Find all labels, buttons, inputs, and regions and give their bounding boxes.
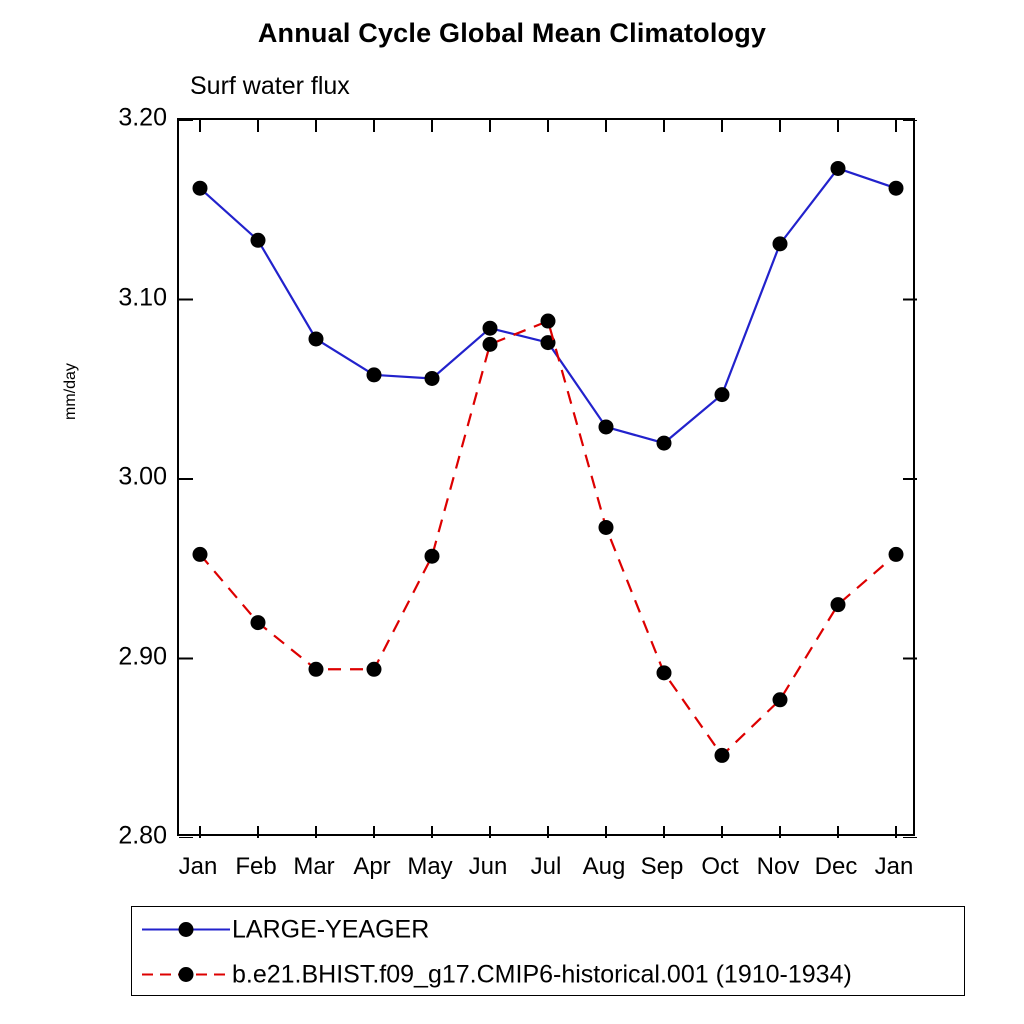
x-tick-label: Jan [874, 853, 914, 880]
plot-area [177, 118, 915, 836]
data-point [889, 547, 904, 562]
x-tick-label: Jul [530, 853, 562, 880]
data-point [599, 419, 614, 434]
y-tick-label: 3.20 [118, 103, 167, 132]
x-tick-label: Apr [353, 853, 391, 880]
data-point [773, 236, 788, 251]
data-point [483, 337, 498, 352]
y-axis-label: mm/day [62, 363, 79, 420]
data-point [483, 321, 498, 336]
series-line-0 [200, 168, 896, 443]
x-tick-label: Sep [640, 853, 684, 880]
x-tick-label: Jan [178, 853, 218, 880]
data-point [657, 436, 672, 451]
page-title: Annual Cycle Global Mean Climatology [257, 18, 767, 48]
legend-sample-line-1 [140, 952, 232, 997]
data-point [715, 387, 730, 402]
y-axis-tick-labels [55, 0, 167, 1024]
data-point [599, 520, 614, 535]
data-point [657, 665, 672, 680]
series-line-1 [200, 321, 896, 755]
y-tick-label: 3.00 [118, 462, 167, 491]
x-tick-label: Dec [814, 853, 858, 880]
chart-subtitle: Surf water flux [190, 72, 350, 100]
data-point [831, 161, 846, 176]
data-point [773, 692, 788, 707]
y-tick-label: 3.10 [118, 283, 167, 311]
x-tick-label: Feb [235, 853, 277, 880]
data-point [541, 314, 556, 329]
legend-label-0: LARGE-YEAGER [232, 915, 430, 943]
data-point [309, 331, 324, 346]
data-point [309, 662, 324, 677]
data-point [193, 547, 208, 562]
legend-sample-line-0 [140, 907, 232, 952]
data-point [715, 748, 730, 763]
legend [131, 906, 965, 996]
legend-label-1: b.e21.BHIST.f09_g17.CMIP6-historical.001 (1910-1934) [232, 960, 852, 988]
plot-canvas [179, 120, 917, 838]
y-tick-label: 2.90 [118, 642, 167, 670]
y-tick-label: 2.80 [118, 821, 167, 850]
x-tick-label: Oct [701, 853, 739, 880]
data-point [425, 371, 440, 386]
legend-entry-1 [132, 952, 964, 997]
data-point [251, 615, 266, 630]
x-tick-label: Aug [582, 853, 626, 880]
data-point [367, 367, 382, 382]
legend-entry-0 [132, 907, 964, 952]
data-point [193, 181, 208, 196]
x-tick-label: Mar [293, 853, 335, 880]
x-tick-label: Jun [468, 853, 508, 880]
data-point [251, 233, 266, 248]
data-point [831, 597, 846, 612]
x-tick-label: May [407, 853, 453, 880]
data-point [889, 181, 904, 196]
x-tick-label: Nov [756, 853, 800, 880]
data-point [367, 662, 382, 677]
data-point [425, 549, 440, 564]
